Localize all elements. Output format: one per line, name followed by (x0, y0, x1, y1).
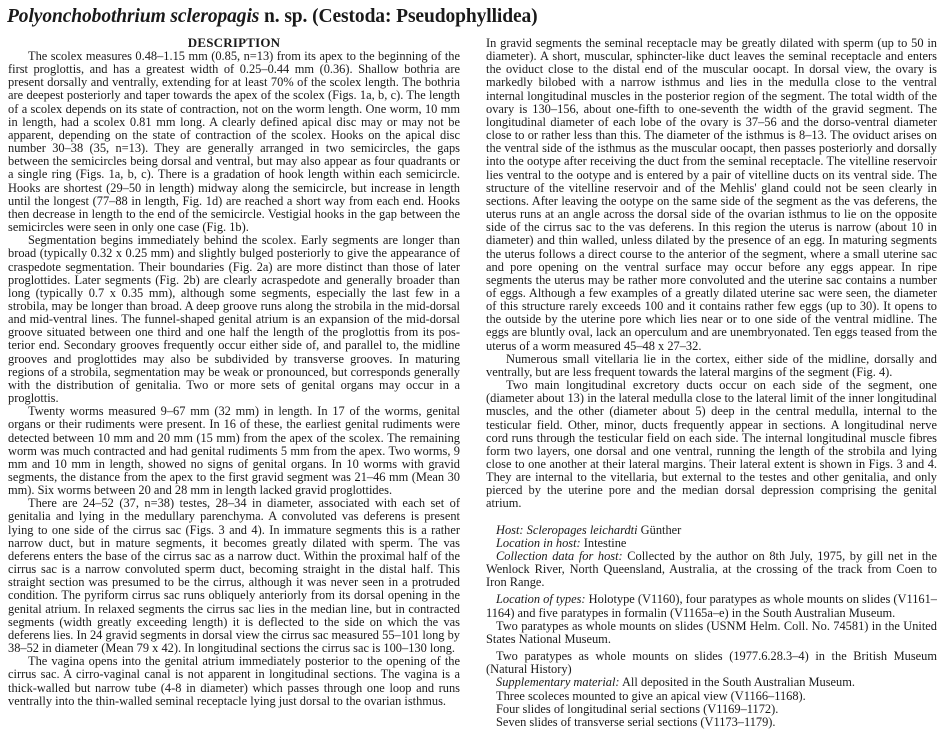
location-value: Intestine (580, 535, 627, 550)
collection-label: Collection data for host: (496, 548, 623, 563)
paragraph-vagina: The vagina opens into the genital atrium immediately posterior to the opening of the cirrus sac. A cirro-vaginal canal is not apparent in longitudinal sections. The vagina is a thick-walled but narrow tube (4-8 in diameter) which passes through one loop and runs ventrally into the thin-walled seminal receptacle lying just dorsal to the ovarian isthmus. (8, 654, 460, 708)
host-label: Host: (496, 522, 524, 537)
paragraph-excretory: Two main longitudinal excretory ducts occur on each side of the segment, one (diameter about 13) in the lateral medulla close to the lateral limit of the inner longitudinal muscles, and the other (diameter about 5) deep in the central medulla, internal to the testicular field. Other, minor, ducts frequently appear in sections. A longitudinal nerve cord runs through the testicular field on each side. The internal longitudinal muscle fibres form two layers, one dorsal and one ventral, running the length of the strobila and lying close to one another at their lateral margins. Their lateral extent is shown in Figs. 3 and 4. They are internal to the vitellaria, but external to the testes and other genitalia, and only pierced by the uterine pore and the median dorsal depression comprising the genital atrium. (486, 378, 937, 511)
supplementary-item: Four slides of longitudinal serial sections (V1169–1172). (496, 701, 779, 716)
host-species: Scleropages leichardti (526, 522, 638, 537)
location-label: Location in host: (496, 535, 581, 550)
article-title (7, 6, 538, 28)
collection-line (486, 550, 937, 589)
title-suffix: n. sp. (Cestoda: Pseudophyllidea) (259, 6, 538, 27)
supplementary-value: All deposited in the South Australian Museum. (619, 675, 855, 690)
types-label: Location of types: (496, 592, 586, 607)
right-column (486, 37, 937, 729)
usnm-line: Two paratypes as whole mounts on slides (USNM Helm. Coll. No. 74581) in the United States National Museum. (486, 618, 937, 646)
types-line (486, 593, 937, 619)
species-name: Polyonchobothrium scleropagis (7, 6, 260, 27)
collection-value: Collected by the author on 8th July, 1975, by gill net in the Wenlock River, North Queensland, Australia, at the crossing of the track from Coen to Iron Range. (486, 548, 937, 590)
paragraph-seminal-receptacle: In gravid segments the seminal receptacle may be greatly dilated with sperm (up to 50 in diameter). A short, muscular, sphincter-like duct leaves the seminal receptacle and enters the oviduct close to the distal end of the muscular oocapt. In dorsal view, the ovary is markedly bilobed with a narrow isthmus and lies in the medulla close to the ventral internal longitudinal muscles in the posterior region of the segment. The total width of the ovary is 130–156, about one-fifth to one-seventh the width of the gravid segment. The longitudinal diameter of each lobe of the ovary is 37–56 and the dorso-ventral diameter close to or rather less than this. The diameter of the isthmus is 8–13. The oviduct arises on the ventral side of the isthmus as the muscular oocapt, then passes posteriorly and dorsally into the ootype after receiving the duct from the seminal receptacle. The vitelline reservoir lies ventral to the ootype and is entered by a pair of vitelline ducts on its ventral side. The structure of the vitelline reservoir and of the Mehlis' gland could not be seen clearly in sections. After leaving the ootype on the same side of the segment as the vas deferens, the uterus runs at an angle across the dorsal side of the ovarian isthmus to lie on the opposite side of the cirrus sac to the vas deferens. In this region the uterus is narrow (about 10 in diameter) and thin walled, unless dilated by the presence of an egg. In maturing segments the uterus follows a direct course to the anterior of the segment, where a small uterine sac and pore opening on the ventral surface may occur before any eggs appear. In ripe segments the uterus may be rather more convoluted and the uterine sac contains a number of eggs. Although a few examples of a greatly dilated uterine sac were seen, the diameter of this structure rarely exceeds 100 and it contains rather few eggs (up to 30). It opens to the outside by the uterine pore which lies near or to one side of the ventral midline. The eggs are bluntly oval, lack an operculum and are unembryonated. Ten eggs teased from the uterus of a worm measured 45–48 x 27–32. (486, 36, 937, 353)
bmnh-line: Two paratypes as whole mounts on slides (1977.6.28.3–4) in the British Museum (Natural History) (486, 649, 937, 677)
supplementary-line (486, 676, 937, 689)
paragraph-scolex: The scolex measures 0.48–1.15 mm (0.85, n=13) from its apex to the beginning of the first proglottis, and has a greatest width of 0.25–0.44 mm (0.36). Shallow bothria are present dorsally and ventrally, extending for at least 70% of the scolex length. The bothria are deepest posteriorly and taper towards the apex of the scolex (Figs. 1a, b, c). The length of a scolex depends on its state of contraction, not on the worm length. One worm, 10 mm in length, had a scolex 0.81 mm long. A clearly defined apical disc may or may not be apparent, depending on the state of contraction of the scolex. Hooks on the apical disc number 30–38 (35, n=13). They are generally arranged in two semicircles, the gaps between the semicircles being dorsal and ventral, but may also appear as four quadrants or a single ring (Figs. 1a, b, c). There is a gradation of hook length within each semicircle. Hooks are shortest (29–50 in length) midway along the semicircle, but increase in length until the longest (77–88 in length, Fig. 1d) are reached a short way from each end. Hooks then decrease in length to the end of the semicircle. Vestigial hooks in the gap between the semicircles were seen in only one case (Fig. 1b). (8, 49, 460, 235)
supplementary-item: Seven slides of transverse serial sections (V1173–1179). (496, 714, 776, 729)
types-value: Holotype (V1160), four paratypes as whole mounts on slides (V1161–1164) and five paratypes in formalin (V1165a–e) in the South Australian Museum. (486, 592, 937, 620)
section-heading: DESCRIPTION (187, 35, 281, 50)
host-author: Günther (637, 522, 682, 537)
type-metadata (486, 524, 937, 729)
supplementary-label: Supplementary material: (496, 675, 620, 690)
supplementary-item: Three scoleces mounted to give an apical view (V1166–1168). (496, 688, 806, 703)
paragraph-segmentation: Segmentation begins immediately behind the scolex. Early segments are longer than broad (typically 0.32 x 0.25 mm) and slightly bulged posteriorly to give the appearance of craspedote segmentation. Their boundaries (Fig. 2a) are more distinct than those of later proglottides. Later segments (Fig. 2b) are clearly acraspedote and generally broader than long (typically 0.7 x 0.35 mm), although some segments, especially the last few in a strobila, may be longer than broad. A deep groove runs along the strobila in the mid-dorsal and mid-ventral lines. The funnel-shaped genital atrium is an expansion of the mid-dorsal groove situated between one third and one half the length of the proglottis from its posterior end. Secondary grooves frequently occur either side of, and parallel to, the midline grooves and proglottides may also be subdivided by transverse grooves. In maturing regions of a strobila, segmentation may be weak or pronounced, but corresponds generally with the distribution of genitalia. Two or more sets of genital organs may occur in a proglottis. (8, 233, 460, 406)
paragraph-vitellaria: Numerous small vitellaria lie in the cortex, either side of the midline, dorsally and ventrally, but are less frequent towards the lateral margins of the segment (Fig. 4). (486, 351, 937, 379)
paragraph-worm-length: Twenty worms measured 9–67 mm (32 mm) in length. In 17 of the worms, genital organs or their rudiments were present. In 16 of these, the earliest genital rudiments were detected between 10 mm and 20 mm (15 mm) from the apex of the scolex. The remaining worm was much contracted and had genital rudiments 5 mm from the apex. Two worms, 9 mm and 10 mm in length, showed no signs of genital organs. In 10 worms with gravid segments, the distance from the apex to the first gravid segment was 21–46 mm (Mean 30 mm). Six worms between 20 and 28 mm in length lacked gravid proglottides. (8, 404, 460, 498)
left-column (8, 36, 460, 708)
paragraph-testes: There are 24–52 (37, n=38) testes, 28–34 in diameter, associated with each set of genitalia and lying in the medullary parenchyma. A convoluted vas deferens is present lying to one side of the cirrus sac (Figs. 3 and 4). In immature segments this is a rather narrow duct, but in mature segments, it becomes greatly dilated with sperm. The vas deferens enters the base of the cirrus sac as a narrow duct. Within the proximal half of the cirrus sac is a narrow convoluted sperm duct, becoming straight in the distal half. This straight section was presumed to be the cirrus, although it was never seen in a protruded condition. The pyriform cirrus sac runs obliquely anteriorly from its dorsal opening in the genital atrium. In relaxed segments the cirrus sac lies in the median line, but in contracted segments (width greatly exceeding length) it is deflected to the side on which the vas deferens lies. In 24 gravid segments in dorsal view the cirrus sac measured 55–101 long by 38–52 in diameter (Mean 79 x 42). In longitudinal sections the cirrus sac is 100–130 long. (8, 496, 460, 656)
